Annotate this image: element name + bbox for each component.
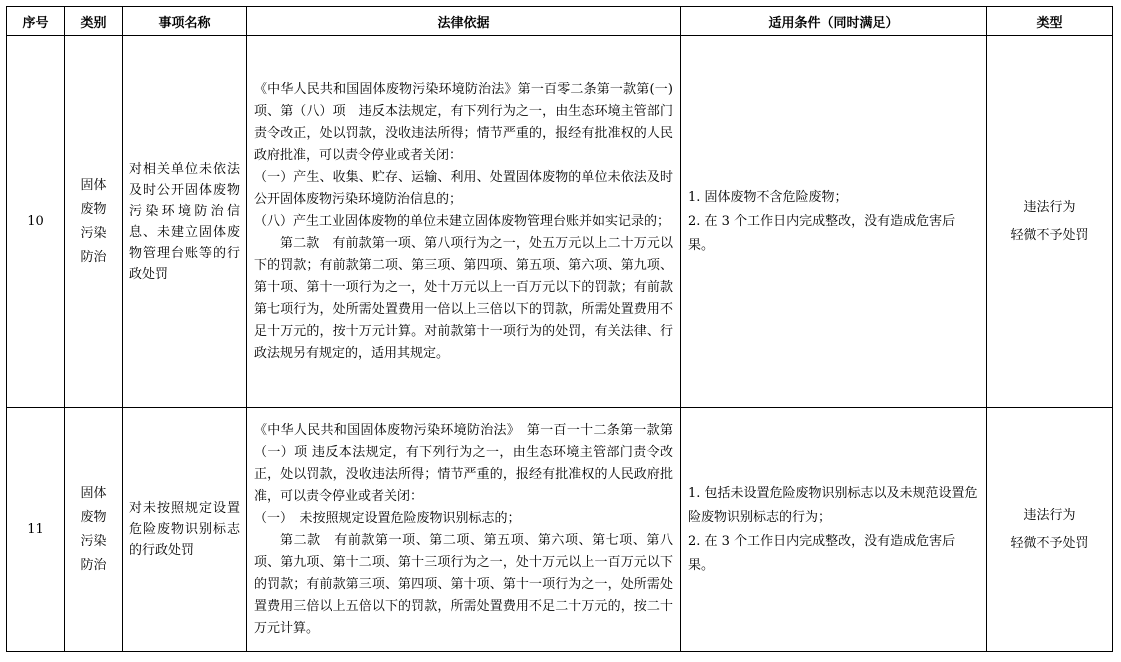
category-text: 污染 <box>80 533 107 549</box>
category-cell <box>65 408 123 652</box>
legal-basis-paragraph: 第二款 有前款第一项、第二项、第五项、第六项、第七项、第八项、第九项、第十二项、第十三项行为之一，处十万元以上一百万元以下的罚款；有前款第三项、第四项、第十项、第十一项行为之一，处所需处置费用三倍以上五倍以下的罚款，所需处置费用不足二十万元的，按二十万元计算。 <box>254 532 673 636</box>
condition-item: 1. 固体废物不含危险废物； <box>688 189 848 205</box>
legal-basis-paragraph: （八）产生工业固体废物的单位未建立固体废物管理台账并如实记录的； <box>254 213 671 229</box>
legal-basis-paragraph: （一）产生、收集、贮存、运输、利用、处置固体废物的单位未依法及时公开固体废物污染环境防治信息的； <box>254 169 673 207</box>
category-text: 防治 <box>80 249 107 265</box>
category-text: 废物 <box>80 201 107 217</box>
type-text: 轻微不予处罚 <box>1010 227 1089 243</box>
condition-item: 2. 在 3 个工作日内完成整改，没有造成危害后果。 <box>688 213 956 253</box>
header-type: 类型 <box>987 7 1113 36</box>
conditions-cell <box>681 408 987 652</box>
legal-basis-cell <box>247 408 681 652</box>
header-legal-basis: 法律依据 <box>247 7 681 36</box>
legal-basis-cell <box>247 36 681 408</box>
category-text: 防治 <box>80 557 107 573</box>
legal-basis-paragraph: 《中华人民共和国固体废物污染环境防治法》第一百零二条第一款第(一)项、第（八）项 违反本法规定，有下列行为之一，由生态环境主管部门责令改正，处以罚款，没收违法所得；情节严重的，报经有批准权的人民政府批准，可以责令停业或者关闭： <box>254 81 673 163</box>
penalty-table <box>6 6 1113 652</box>
conditions-cell <box>681 36 987 408</box>
header-category: 类别 <box>65 7 123 36</box>
type-text: 违法行为 <box>1023 507 1076 523</box>
condition-item: 2. 在 3 个工作日内完成整改，没有造成危害后果。 <box>688 533 956 573</box>
serial-number-cell: 10 <box>7 36 65 408</box>
header-conditions: 适用条件（同时满足） <box>681 7 987 36</box>
category-text: 污染 <box>80 225 107 241</box>
serial-number-cell: 11 <box>7 408 65 652</box>
header-item-name: 事项名称 <box>123 7 247 36</box>
condition-item: 1. 包括未设置危险废物识别标志以及未规范设置危险废物识别标志的行为； <box>688 485 978 525</box>
table-row <box>7 408 1113 652</box>
header-serial-no: 序号 <box>7 7 65 36</box>
legal-basis-paragraph: 《中华人民共和国固体废物污染环境防治法》 第一百一十二条第一款第（一）项 违反本法规定，有下列行为之一，由生态环境主管部门责令改正，处以罚款，没收违法所得；情节严重的，报经有批准权的人民政府批准，可以责令停业或者关闭： <box>254 422 673 504</box>
header-row <box>7 7 1113 36</box>
type-cell <box>987 36 1113 408</box>
legal-basis-paragraph: 第二款 有前款第一项、第八项行为之一，处五万元以上二十万元以下的罚款；有前款第二项、第三项、第四项、第五项、第六项、第九项、第十项、第十一项行为之一，处十万元以上一百万元以下的罚款；有前款第七项行为，处所需处置费用一倍以上三倍以下的罚款，所需处置费用不足十万元的，按十万元计算。对前款第十一项行为的处罚，有关法律、行政法规另有规定的，适用其规定。 <box>254 235 673 361</box>
type-cell <box>987 408 1113 652</box>
table-row <box>7 36 1113 408</box>
type-text: 违法行为 <box>1023 199 1076 215</box>
item-name-cell: 对相关单位未依法及时公开固体废物污染环境防治信息、未建立固体废物管理台账等的行政处罚 <box>123 36 247 408</box>
category-text: 废物 <box>80 509 107 525</box>
category-text: 固体 <box>80 177 107 193</box>
item-name-cell: 对未按照规定设置危险废物识别标志的行政处罚 <box>123 408 247 652</box>
type-text: 轻微不予处罚 <box>1010 535 1089 551</box>
category-cell <box>65 36 123 408</box>
category-text: 固体 <box>80 485 107 501</box>
legal-basis-paragraph: （一） 未按照规定设置危险废物识别标志的； <box>254 510 521 526</box>
